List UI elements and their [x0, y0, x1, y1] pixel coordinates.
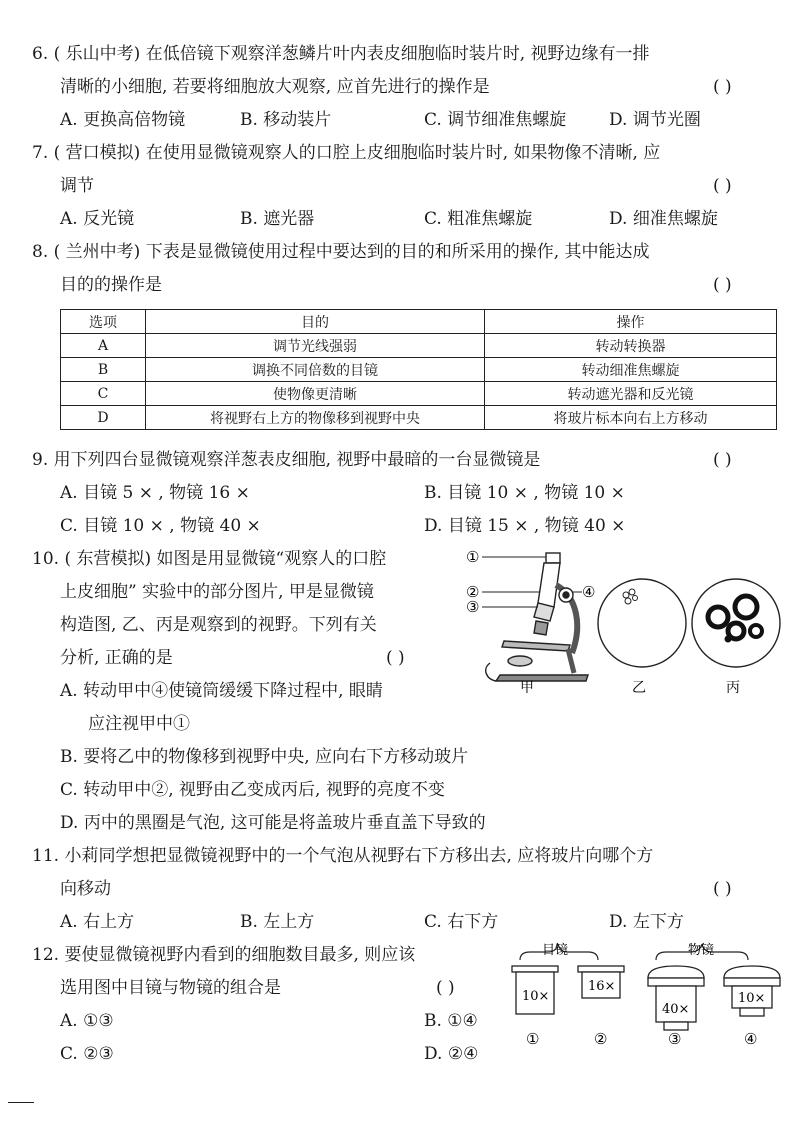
q10-option-a-line2: 应注视甲中① — [88, 714, 190, 734]
table-header-row — [61, 310, 777, 334]
q6-option-b: B. 移动装片 — [240, 110, 332, 130]
q8-table — [60, 309, 777, 430]
q10-mark-4: ④ — [582, 583, 596, 601]
q9-option-d: D. 目镜 15 × , 物镜 40 × — [424, 516, 626, 536]
q9-answer-paren: ( ) — [713, 450, 732, 470]
q11-option-c: C. 右下方 — [424, 912, 499, 932]
table-row — [61, 406, 777, 430]
q10-option-a-line1: A. 转动甲中④使镜筒缓缓下降过程中, 眼睛 — [60, 681, 383, 701]
q9-stem: 9. 用下列四台显微镜观察洋葱表皮细胞, 视野中最暗的一台显微镜是 — [32, 450, 541, 470]
q10-option-d: D. 丙中的黑圈是气泡, 这可能是将盖玻片垂直盖下导致的 — [60, 813, 486, 833]
table-cell: 转动细准焦螺旋 — [485, 358, 777, 382]
q12-lens-2-label: 16× — [588, 979, 616, 994]
microscope-drawing — [486, 553, 588, 681]
q10-label-yi: 乙 — [632, 680, 646, 696]
q12-label-eyepiece: 目镜 — [542, 943, 569, 958]
q9-option-b: B. 目镜 10 × , 物镜 10 × — [424, 483, 625, 503]
q8-stem-line1: 8. ( 兰州中考) 下表是显微镜使用过程中要达到的目的和所采用的操作, 其中能达成 — [32, 242, 650, 262]
q12-option-b: B. ①④ — [424, 1011, 478, 1031]
q12-label-objective: 物镜 — [688, 943, 715, 958]
table-cell: B — [61, 358, 146, 382]
q12-option-a: A. ①③ — [60, 1011, 114, 1031]
q6-stem-line2: 清晰的小细胞, 若要将细胞放大观察, 应首先进行的操作是 — [60, 77, 490, 97]
q6-option-c: C. 调节细准焦螺旋 — [424, 110, 567, 130]
table-cell: 调节光线强弱 — [146, 334, 485, 358]
table-row — [61, 382, 777, 406]
q11-option-a: A. 右上方 — [60, 912, 135, 932]
q12-figure — [508, 940, 792, 1052]
q7-stem-line2: 调节 — [60, 176, 94, 196]
q9-option-a: A. 目镜 5 × , 物镜 16 × — [60, 483, 250, 503]
page-footer-rule — [8, 1102, 34, 1103]
q11-stem-line2: 向移动 — [60, 879, 111, 899]
table-header-purpose: 目的 — [146, 310, 485, 334]
q10-mark-1: ① — [466, 548, 480, 566]
table-cell: C — [61, 382, 146, 406]
q10-option-c: C. 转动甲中②, 视野由乙变成丙后, 视野的亮度不变 — [60, 780, 445, 800]
q10-answer-paren: ( ) — [386, 648, 405, 668]
table-cell: 将玻片标本向右上方移动 — [485, 406, 777, 430]
q7-stem-line1: 7. ( 营口模拟) 在使用显微镜观察人的口腔上皮细胞临时装片时, 如果物像不清晰, 应 — [32, 143, 661, 163]
q10-mark-3: ③ — [466, 598, 480, 616]
q12-lens-1-label: 10× — [522, 989, 550, 1004]
q8-answer-paren: ( ) — [713, 275, 732, 295]
table-cell: 调换不同倍数的目镜 — [146, 358, 485, 382]
q10-label-bing: 丙 — [726, 680, 740, 696]
table-cell: 使物像更清晰 — [146, 382, 485, 406]
q7-answer-paren: ( ) — [713, 176, 732, 196]
q11-stem-line1: 11. 小莉同学想把显微镜视野中的一个气泡从视野右下方移出去, 应将玻片向哪个方 — [32, 846, 654, 866]
q12-mark-3: ③ — [668, 1030, 682, 1048]
objective-3-drawing — [648, 966, 704, 1030]
q10-figure — [460, 545, 790, 700]
q12-mark-2: ② — [594, 1030, 608, 1048]
q10-mark-2: ② — [466, 583, 480, 601]
q12-lens-3-label: 40× — [662, 1002, 690, 1017]
q10-stem-line1: 10. ( 东营模拟) 如图是用显微镜“观察人的口腔 — [32, 549, 387, 569]
q11-option-d: D. 左下方 — [609, 912, 684, 932]
q12-option-d: D. ②④ — [424, 1044, 479, 1064]
table-cell: A — [61, 334, 146, 358]
q6-option-d: D. 调节光圈 — [609, 110, 701, 130]
q12-stem-line1: 12. 要使显微镜视野内看到的细胞数目最多, 则应该 — [32, 945, 416, 965]
q7-option-d: D. 细准焦螺旋 — [609, 209, 718, 229]
q7-option-b: B. 遮光器 — [240, 209, 315, 229]
q11-answer-paren: ( ) — [713, 879, 732, 899]
q8-stem-line2: 目的的操作是 — [60, 275, 162, 295]
q12-mark-1: ① — [526, 1030, 540, 1048]
q10-stem-line4: 分析, 正确的是 — [60, 648, 173, 668]
q6-stem-line1: 6. ( 乐山中考) 在低倍镜下观察洋葱鳞片叶内表皮细胞临时装片时, 视野边缘有一排 — [32, 44, 650, 64]
table-cell: D — [61, 406, 146, 430]
q11-option-b: B. 左上方 — [240, 912, 315, 932]
q12-lens-4-label: 10× — [738, 991, 766, 1006]
table-header-operation: 操作 — [485, 310, 777, 334]
field-yi-circle — [598, 579, 686, 667]
q10-stem-line3: 构造图, 乙、丙是观察到的视野。下列有关 — [60, 615, 377, 635]
table-row — [61, 358, 777, 382]
q12-stem-line2: 选用图中目镜与物镜的组合是 — [60, 978, 281, 998]
q6-option-a: A. 更换高倍物镜 — [60, 110, 186, 130]
q12-option-c: C. ②③ — [60, 1044, 114, 1064]
table-row — [61, 334, 777, 358]
q7-option-a: A. 反光镜 — [60, 209, 135, 229]
q10-option-b: B. 要将乙中的物像移到视野中央, 应向右下方移动玻片 — [60, 747, 469, 767]
table-header-option: 选项 — [61, 310, 146, 334]
q9-option-c: C. 目镜 10 × , 物镜 40 × — [60, 516, 261, 536]
table-cell: 将视野右上方的物像移到视野中央 — [146, 406, 485, 430]
table-cell: 转动遮光器和反光镜 — [485, 382, 777, 406]
table-cell: 转动转换器 — [485, 334, 777, 358]
q10-stem-line2: 上皮细胞” 实验中的部分图片, 甲是显微镜 — [60, 582, 374, 602]
q12-answer-paren: ( ) — [436, 978, 455, 998]
q6-answer-paren: ( ) — [713, 77, 732, 97]
q10-label-jia: 甲 — [520, 680, 534, 696]
q7-option-c: C. 粗准焦螺旋 — [424, 209, 533, 229]
q12-mark-4: ④ — [744, 1030, 758, 1048]
